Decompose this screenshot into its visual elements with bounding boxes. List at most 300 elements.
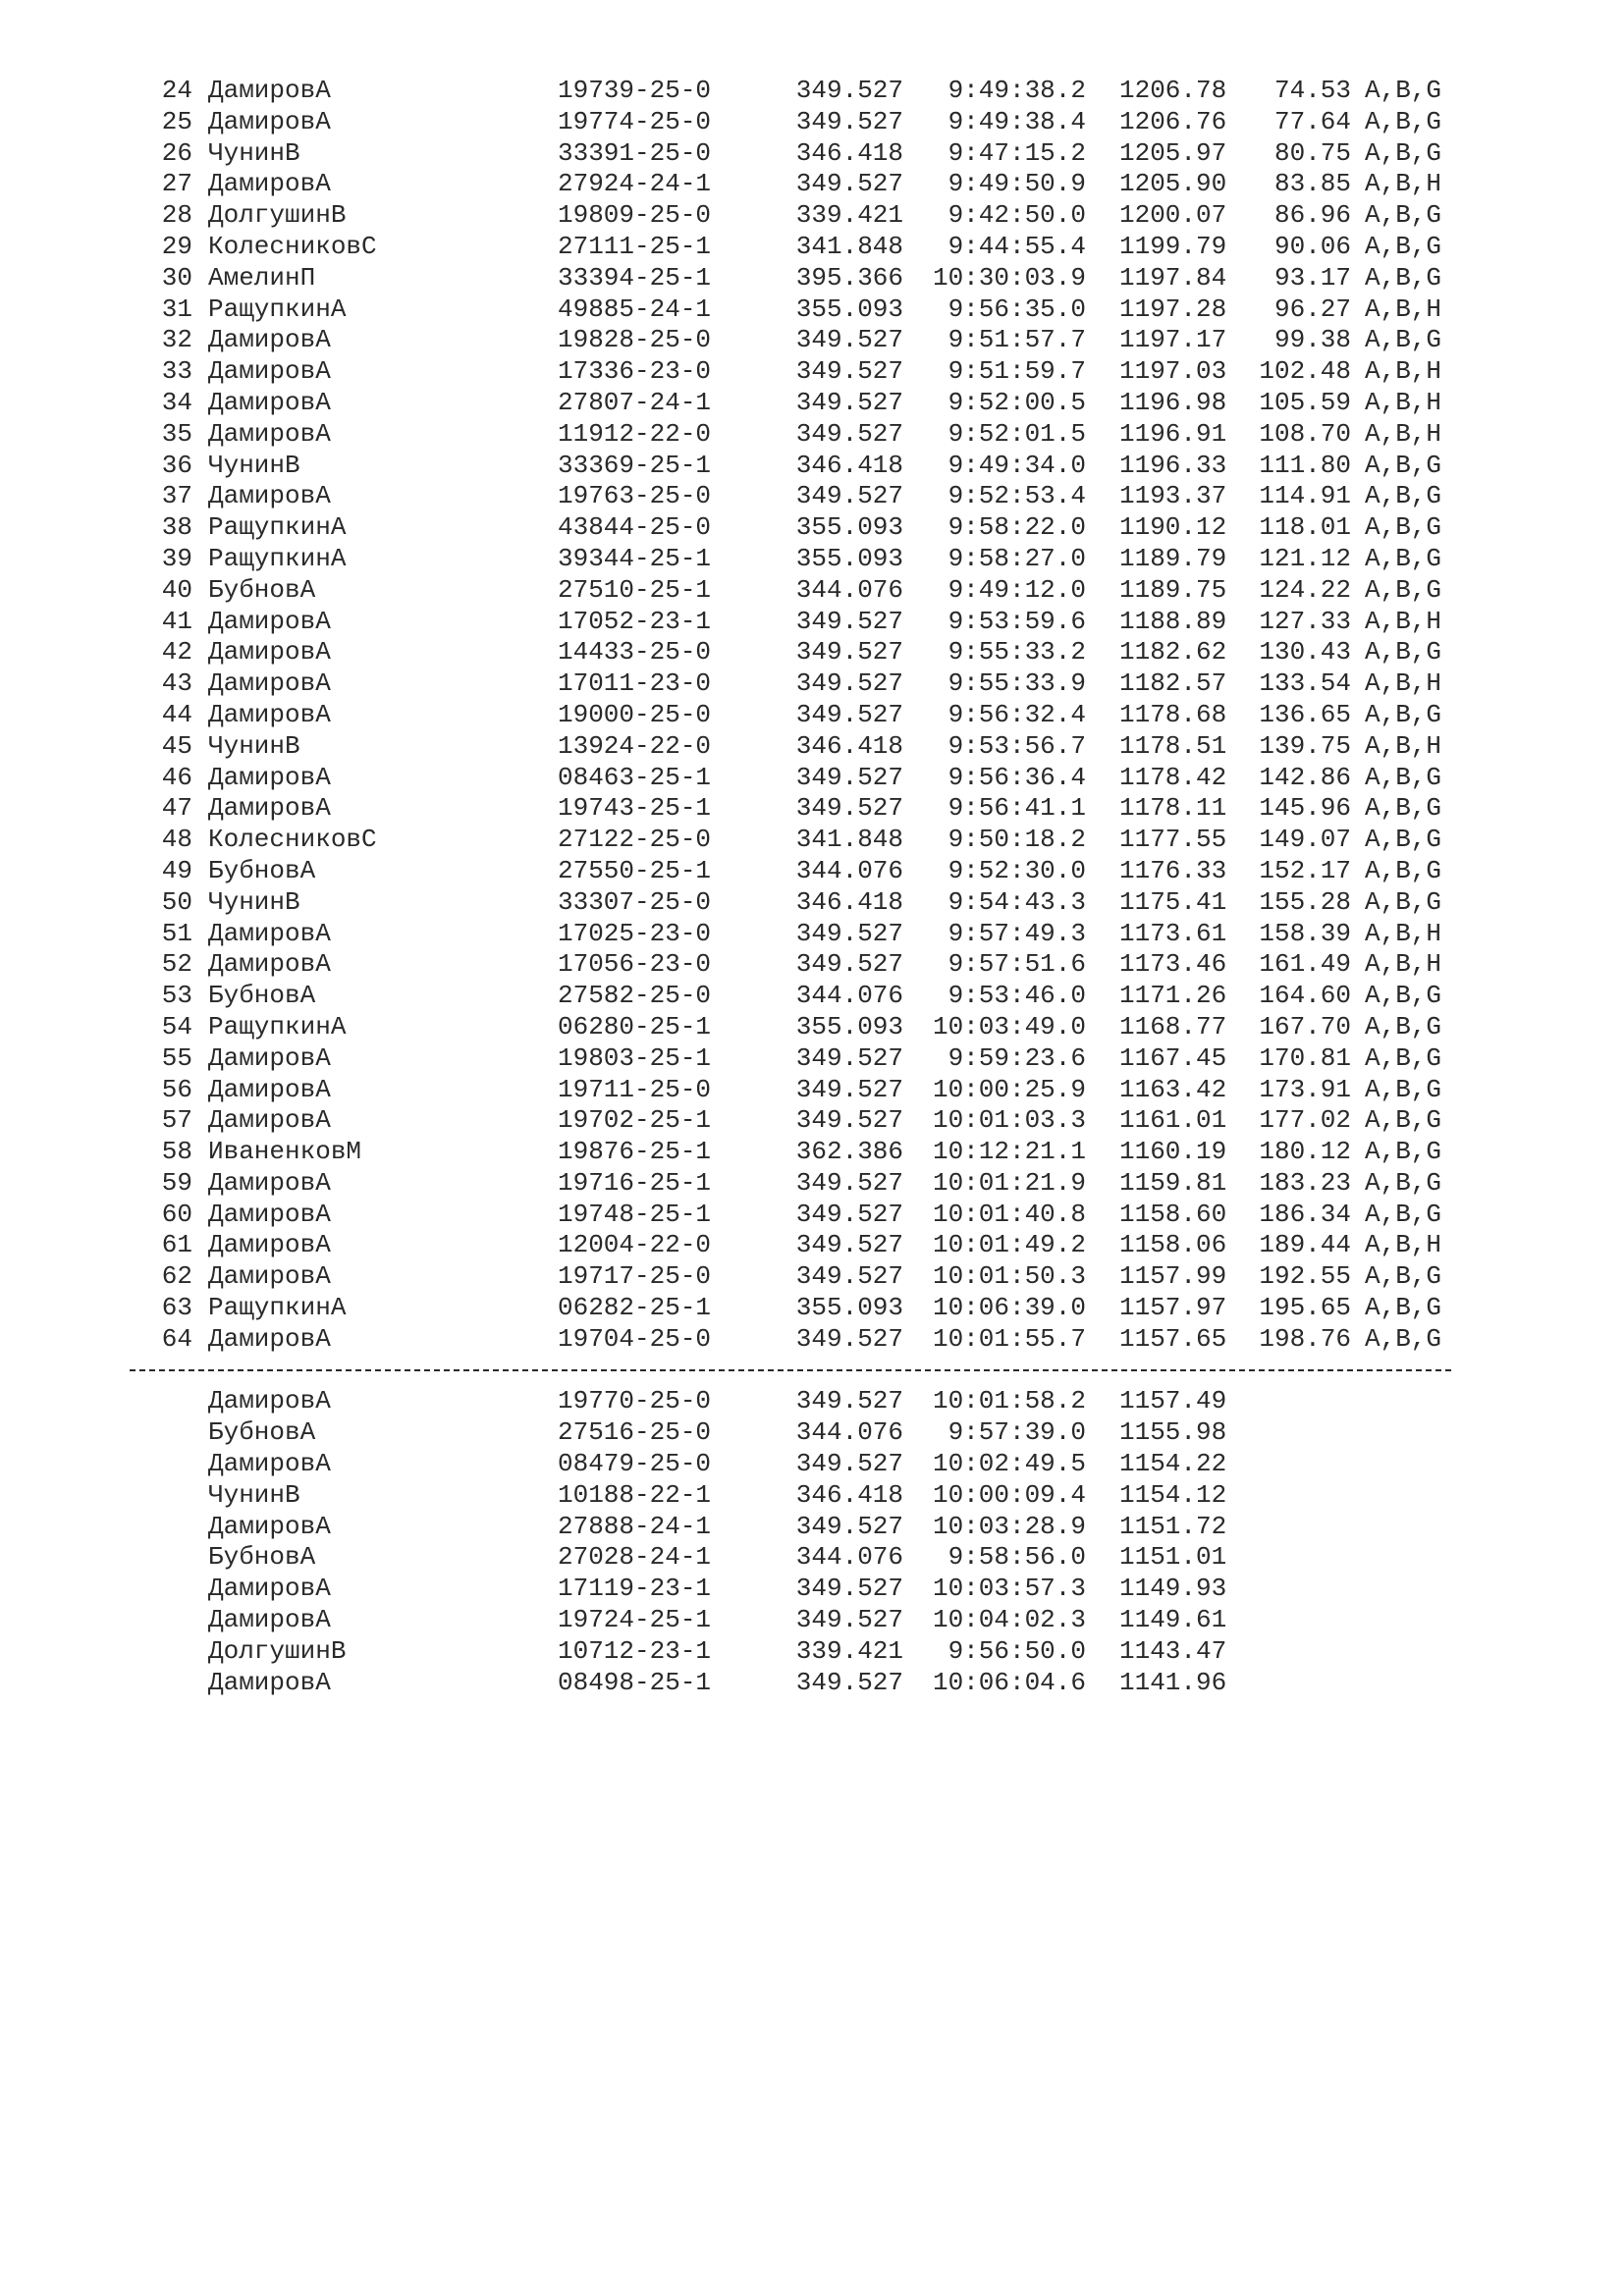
ring-number-cell: 19702-25-1 xyxy=(558,1105,712,1136)
ranked-result-row xyxy=(0,1012,1624,1043)
place-cell: 44 xyxy=(161,699,192,729)
fancier-name-cell: ДамировА xyxy=(208,637,331,667)
place-cell: 27 xyxy=(161,169,192,199)
points-groups-cell: A,B,G xyxy=(1365,1323,1442,1354)
distance-cell: 346.418 xyxy=(795,137,903,168)
ring-number-cell: 27924-24-1 xyxy=(558,169,712,199)
speed-cell: 1154.22 xyxy=(1119,1449,1227,1479)
coefficient-cell: 161.49 xyxy=(1259,949,1351,980)
place-cell: 58 xyxy=(161,1137,192,1167)
place-cell: 49 xyxy=(161,855,192,885)
fancier-name-cell: ДамировА xyxy=(208,1511,331,1541)
points-groups-cell: A,B,G xyxy=(1365,543,1442,573)
coefficient-cell: 167.70 xyxy=(1259,1011,1351,1041)
distance-cell: 344.076 xyxy=(795,981,903,1011)
distance-cell: 344.076 xyxy=(795,1542,903,1573)
dashed-divider-line xyxy=(130,1369,1451,1371)
place-cell: 31 xyxy=(161,294,192,324)
distance-cell: 349.527 xyxy=(795,325,903,355)
fancier-name-cell: ДамировА xyxy=(208,1230,331,1260)
ring-number-cell: 27888-24-1 xyxy=(558,1511,712,1541)
speed-cell: 1196.33 xyxy=(1119,450,1227,480)
place-cell: 54 xyxy=(161,1011,192,1041)
ring-number-cell: 27122-25-0 xyxy=(558,825,712,855)
arrival-time-cell: 9:55:33.2 xyxy=(947,637,1086,667)
arrival-time-cell: 10:01:49.2 xyxy=(932,1230,1086,1260)
distance-cell: 349.527 xyxy=(795,606,903,636)
place-cell: 45 xyxy=(161,730,192,761)
unranked-result-row xyxy=(0,1605,1624,1636)
fancier-name-cell: РащупкинА xyxy=(208,512,347,543)
speed-cell: 1171.26 xyxy=(1119,981,1227,1011)
ring-number-cell: 27516-25-0 xyxy=(558,1417,712,1448)
points-groups-cell: A,B,G xyxy=(1365,76,1442,105)
arrival-time-cell: 9:58:22.0 xyxy=(947,512,1086,543)
speed-cell: 1143.47 xyxy=(1119,1635,1227,1666)
ranked-result-row xyxy=(0,919,1624,950)
ranked-result-row xyxy=(0,1230,1624,1261)
place-cell: 37 xyxy=(161,481,192,511)
ring-number-cell: 27028-24-1 xyxy=(558,1542,712,1573)
unranked-result-row xyxy=(0,1386,1624,1417)
coefficient-cell: 158.39 xyxy=(1259,918,1351,948)
distance-cell: 344.076 xyxy=(795,1417,903,1448)
ranked-result-row xyxy=(0,1137,1624,1168)
ring-number-cell: 19724-25-1 xyxy=(558,1605,712,1635)
arrival-time-cell: 10:00:25.9 xyxy=(932,1074,1086,1104)
fancier-name-cell: ДамировА xyxy=(208,1199,331,1229)
coefficient-cell: 124.22 xyxy=(1259,574,1351,605)
ring-number-cell: 19743-25-1 xyxy=(558,793,712,824)
fancier-name-cell: ДамировА xyxy=(208,918,331,948)
ranked-result-row xyxy=(0,949,1624,981)
ranked-result-row xyxy=(0,1261,1624,1293)
speed-cell: 1197.17 xyxy=(1119,325,1227,355)
ranked-result-row xyxy=(0,825,1624,856)
ranked-result-row xyxy=(0,856,1624,887)
arrival-time-cell: 10:02:49.5 xyxy=(932,1449,1086,1479)
coefficient-cell: 164.60 xyxy=(1259,981,1351,1011)
distance-cell: 349.527 xyxy=(795,169,903,199)
ring-number-cell: 27582-25-0 xyxy=(558,981,712,1011)
arrival-time-cell: 10:06:39.0 xyxy=(932,1293,1086,1323)
ranked-result-row xyxy=(0,668,1624,700)
place-cell: 30 xyxy=(161,262,192,293)
points-groups-cell: A,B,G xyxy=(1365,1137,1442,1167)
place-cell: 24 xyxy=(161,76,192,105)
speed-cell: 1157.65 xyxy=(1119,1323,1227,1354)
ranked-result-row xyxy=(0,1324,1624,1356)
speed-cell: 1197.03 xyxy=(1119,356,1227,387)
distance-cell: 341.848 xyxy=(795,231,903,261)
ranked-result-row xyxy=(0,263,1624,294)
ranked-result-row xyxy=(0,451,1624,482)
speed-cell: 1178.68 xyxy=(1119,699,1227,729)
points-groups-cell: A,B,G xyxy=(1365,106,1442,136)
fancier-name-cell: ЧунинВ xyxy=(208,886,300,917)
arrival-time-cell: 9:49:38.2 xyxy=(947,76,1086,105)
coefficient-cell: 114.91 xyxy=(1259,481,1351,511)
ring-number-cell: 17052-23-1 xyxy=(558,606,712,636)
arrival-time-cell: 9:56:32.4 xyxy=(947,699,1086,729)
coefficient-cell: 152.17 xyxy=(1259,855,1351,885)
speed-cell: 1158.06 xyxy=(1119,1230,1227,1260)
ranked-result-row xyxy=(0,107,1624,138)
coefficient-cell: 180.12 xyxy=(1259,1137,1351,1167)
place-cell: 52 xyxy=(161,949,192,980)
speed-cell: 1157.49 xyxy=(1119,1386,1227,1416)
ring-number-cell: 08498-25-1 xyxy=(558,1667,712,1697)
distance-cell: 349.527 xyxy=(795,1605,903,1635)
ring-number-cell: 06282-25-1 xyxy=(558,1293,712,1323)
points-groups-cell: A,B,H xyxy=(1365,418,1442,449)
points-groups-cell: A,B,G xyxy=(1365,855,1442,885)
arrival-time-cell: 9:44:55.4 xyxy=(947,231,1086,261)
distance-cell: 344.076 xyxy=(795,574,903,605)
place-cell: 33 xyxy=(161,356,192,387)
distance-cell: 349.527 xyxy=(795,106,903,136)
coefficient-cell: 136.65 xyxy=(1259,699,1351,729)
speed-cell: 1176.33 xyxy=(1119,855,1227,885)
arrival-time-cell: 9:52:00.5 xyxy=(947,387,1086,417)
coefficient-cell: 77.64 xyxy=(1273,106,1351,136)
ring-number-cell: 27807-24-1 xyxy=(558,387,712,417)
coefficient-cell: 142.86 xyxy=(1259,762,1351,792)
arrival-time-cell: 9:49:38.4 xyxy=(947,106,1086,136)
distance-cell: 349.527 xyxy=(795,1449,903,1479)
points-groups-cell: A,B,G xyxy=(1365,1293,1442,1323)
ring-number-cell: 19803-25-1 xyxy=(558,1042,712,1073)
distance-cell: 346.418 xyxy=(795,886,903,917)
fancier-name-cell: БубновА xyxy=(208,981,316,1011)
ring-number-cell: 19739-25-0 xyxy=(558,76,712,105)
speed-cell: 1178.11 xyxy=(1119,793,1227,824)
coefficient-cell: 192.55 xyxy=(1259,1261,1351,1292)
fancier-name-cell: ЧунинВ xyxy=(208,450,300,480)
fancier-name-cell: БубновА xyxy=(208,574,316,605)
place-cell: 56 xyxy=(161,1074,192,1104)
ranked-result-row xyxy=(0,637,1624,668)
place-cell: 57 xyxy=(161,1105,192,1136)
coefficient-cell: 186.34 xyxy=(1259,1199,1351,1229)
distance-cell: 339.421 xyxy=(795,1635,903,1666)
fancier-name-cell: РащупкинА xyxy=(208,294,347,324)
ranked-result-row xyxy=(0,793,1624,825)
points-groups-cell: A,B,G xyxy=(1365,574,1442,605)
arrival-time-cell: 9:56:35.0 xyxy=(947,294,1086,324)
points-groups-cell: A,B,G xyxy=(1365,1167,1442,1198)
distance-cell: 362.386 xyxy=(795,1137,903,1167)
points-groups-cell: A,B,G xyxy=(1365,793,1442,824)
fancier-name-cell: ДамировА xyxy=(208,1042,331,1073)
points-groups-cell: A,B,G xyxy=(1365,450,1442,480)
speed-cell: 1157.99 xyxy=(1119,1261,1227,1292)
ring-number-cell: 17025-23-0 xyxy=(558,918,712,948)
arrival-time-cell: 9:56:50.0 xyxy=(947,1635,1086,1666)
speed-cell: 1206.76 xyxy=(1119,106,1227,136)
fancier-name-cell: ИваненковМ xyxy=(208,1137,362,1167)
fancier-name-cell: ДамировА xyxy=(208,418,331,449)
speed-cell: 1151.72 xyxy=(1119,1511,1227,1541)
arrival-time-cell: 10:03:28.9 xyxy=(932,1511,1086,1541)
ring-number-cell: 17336-23-0 xyxy=(558,356,712,387)
results-table xyxy=(0,76,1624,1698)
speed-cell: 1168.77 xyxy=(1119,1011,1227,1041)
distance-cell: 349.527 xyxy=(795,1667,903,1697)
points-groups-cell: A,B,H xyxy=(1365,294,1442,324)
place-cell: 36 xyxy=(161,450,192,480)
points-groups-cell: A,B,H xyxy=(1365,918,1442,948)
coefficient-cell: 74.53 xyxy=(1273,76,1351,105)
arrival-time-cell: 10:01:50.3 xyxy=(932,1261,1086,1292)
arrival-time-cell: 9:56:41.1 xyxy=(947,793,1086,824)
ranked-result-row xyxy=(0,481,1624,512)
fancier-name-cell: ДамировА xyxy=(208,1386,331,1416)
coefficient-cell: 173.91 xyxy=(1259,1074,1351,1104)
coefficient-cell: 93.17 xyxy=(1273,262,1351,293)
fancier-name-cell: ДамировА xyxy=(208,668,331,699)
speed-cell: 1161.01 xyxy=(1119,1105,1227,1136)
fancier-name-cell: ДамировА xyxy=(208,699,331,729)
arrival-time-cell: 10:03:57.3 xyxy=(932,1574,1086,1604)
points-groups-cell: A,B,G xyxy=(1365,262,1442,293)
coefficient-cell: 90.06 xyxy=(1273,231,1351,261)
coefficient-cell: 170.81 xyxy=(1259,1042,1351,1073)
fancier-name-cell: БубновА xyxy=(208,855,316,885)
distance-cell: 355.093 xyxy=(795,1011,903,1041)
unranked-result-row xyxy=(0,1542,1624,1574)
fancier-name-cell: КолесниковС xyxy=(208,231,377,261)
speed-cell: 1206.78 xyxy=(1119,76,1227,105)
arrival-time-cell: 9:49:12.0 xyxy=(947,574,1086,605)
points-groups-cell: A,B,G xyxy=(1365,825,1442,855)
place-cell: 55 xyxy=(161,1042,192,1073)
fancier-name-cell: ДамировА xyxy=(208,1105,331,1136)
points-groups-cell: A,B,G xyxy=(1365,137,1442,168)
place-cell: 41 xyxy=(161,606,192,636)
ring-number-cell: 19717-25-0 xyxy=(558,1261,712,1292)
speed-cell: 1178.51 xyxy=(1119,730,1227,761)
ranked-result-row xyxy=(0,1043,1624,1075)
fancier-name-cell: ДамировА xyxy=(208,1449,331,1479)
arrival-time-cell: 10:01:40.8 xyxy=(932,1199,1086,1229)
ranked-result-row xyxy=(0,232,1624,263)
coefficient-cell: 96.27 xyxy=(1273,294,1351,324)
coefficient-cell: 149.07 xyxy=(1259,825,1351,855)
distance-cell: 349.527 xyxy=(795,1511,903,1541)
ring-number-cell: 33307-25-0 xyxy=(558,886,712,917)
fancier-name-cell: РащупкинА xyxy=(208,1293,347,1323)
ranked-result-row xyxy=(0,700,1624,731)
ranked-result-row xyxy=(0,763,1624,794)
points-groups-cell: A,B,G xyxy=(1365,481,1442,511)
ring-number-cell: 17119-23-1 xyxy=(558,1574,712,1604)
speed-cell: 1189.75 xyxy=(1119,574,1227,605)
ring-number-cell: 19704-25-0 xyxy=(558,1323,712,1354)
arrival-time-cell: 9:55:33.9 xyxy=(947,668,1086,699)
fancier-name-cell: ДамировА xyxy=(208,106,331,136)
fancier-name-cell: ДамировА xyxy=(208,356,331,387)
distance-cell: 349.527 xyxy=(795,762,903,792)
distance-cell: 344.076 xyxy=(795,855,903,885)
arrival-time-cell: 9:57:39.0 xyxy=(947,1417,1086,1448)
place-cell: 48 xyxy=(161,825,192,855)
speed-cell: 1154.12 xyxy=(1119,1479,1227,1510)
fancier-name-cell: ЧунинВ xyxy=(208,137,300,168)
speed-cell: 1155.98 xyxy=(1119,1417,1227,1448)
fancier-name-cell: ДамировА xyxy=(208,325,331,355)
place-cell: 25 xyxy=(161,106,192,136)
unranked-result-row xyxy=(0,1668,1624,1699)
ranked-result-row xyxy=(0,607,1624,638)
fancier-name-cell: ДамировА xyxy=(208,606,331,636)
ranked-result-row xyxy=(0,981,1624,1012)
arrival-time-cell: 9:49:50.9 xyxy=(947,169,1086,199)
fancier-name-cell: ДамировА xyxy=(208,169,331,199)
ranked-result-row xyxy=(0,1168,1624,1200)
points-groups-cell: A,B,G xyxy=(1365,762,1442,792)
fancier-name-cell: БубновА xyxy=(208,1542,316,1573)
distance-cell: 349.527 xyxy=(795,918,903,948)
distance-cell: 349.527 xyxy=(795,1574,903,1604)
points-groups-cell: A,B,H xyxy=(1365,1230,1442,1260)
ranked-result-row xyxy=(0,388,1624,419)
ring-number-cell: 19828-25-0 xyxy=(558,325,712,355)
place-cell: 29 xyxy=(161,231,192,261)
fancier-name-cell: РащупкинА xyxy=(208,1011,347,1041)
place-cell: 42 xyxy=(161,637,192,667)
distance-cell: 349.527 xyxy=(795,1386,903,1416)
ring-number-cell: 19000-25-0 xyxy=(558,699,712,729)
unranked-result-row xyxy=(0,1417,1624,1449)
place-cell: 63 xyxy=(161,1293,192,1323)
distance-cell: 349.527 xyxy=(795,949,903,980)
points-groups-cell: A,B,G xyxy=(1365,637,1442,667)
fancier-name-cell: ДамировА xyxy=(208,481,331,511)
ring-number-cell: 10188-22-1 xyxy=(558,1479,712,1510)
place-cell: 53 xyxy=(161,981,192,1011)
arrival-time-cell: 9:54:43.3 xyxy=(947,886,1086,917)
fancier-name-cell: ЧунинВ xyxy=(208,730,300,761)
speed-cell: 1197.84 xyxy=(1119,262,1227,293)
ring-number-cell: 33369-25-1 xyxy=(558,450,712,480)
points-groups-cell: A,B,G xyxy=(1365,325,1442,355)
ranked-result-row xyxy=(0,1105,1624,1137)
speed-cell: 1182.62 xyxy=(1119,637,1227,667)
points-groups-cell: A,B,G xyxy=(1365,886,1442,917)
speed-cell: 1157.97 xyxy=(1119,1293,1227,1323)
ring-number-cell: 14433-25-0 xyxy=(558,637,712,667)
speed-cell: 1188.89 xyxy=(1119,606,1227,636)
speed-cell: 1178.42 xyxy=(1119,762,1227,792)
ring-number-cell: 19770-25-0 xyxy=(558,1386,712,1416)
coefficient-cell: 105.59 xyxy=(1259,387,1351,417)
ring-number-cell: 19774-25-0 xyxy=(558,106,712,136)
ring-number-cell: 27510-25-1 xyxy=(558,574,712,605)
coefficient-cell: 83.85 xyxy=(1273,169,1351,199)
distance-cell: 349.527 xyxy=(795,699,903,729)
ring-number-cell: 13924-22-0 xyxy=(558,730,712,761)
place-cell: 34 xyxy=(161,387,192,417)
ring-number-cell: 33394-25-1 xyxy=(558,262,712,293)
distance-cell: 349.527 xyxy=(795,481,903,511)
place-cell: 50 xyxy=(161,886,192,917)
points-groups-cell: A,B,H xyxy=(1365,356,1442,387)
coefficient-cell: 177.02 xyxy=(1259,1105,1351,1136)
speed-cell: 1197.28 xyxy=(1119,294,1227,324)
place-cell: 32 xyxy=(161,325,192,355)
fancier-name-cell: КолесниковС xyxy=(208,825,377,855)
speed-cell: 1158.60 xyxy=(1119,1199,1227,1229)
ring-number-cell: 19809-25-0 xyxy=(558,200,712,231)
coefficient-cell: 130.43 xyxy=(1259,637,1351,667)
speed-cell: 1189.79 xyxy=(1119,543,1227,573)
distance-cell: 349.527 xyxy=(795,1167,903,1198)
fancier-name-cell: ДамировА xyxy=(208,1261,331,1292)
speed-cell: 1175.41 xyxy=(1119,886,1227,917)
coefficient-cell: 198.76 xyxy=(1259,1323,1351,1354)
arrival-time-cell: 9:52:53.4 xyxy=(947,481,1086,511)
fancier-name-cell: АмелинП xyxy=(208,262,316,293)
points-groups-cell: A,B,H xyxy=(1365,169,1442,199)
distance-cell: 355.093 xyxy=(795,512,903,543)
fancier-name-cell: ДолгушинВ xyxy=(208,200,347,231)
ranked-result-row xyxy=(0,731,1624,763)
fancier-name-cell: ДамировА xyxy=(208,1667,331,1697)
points-groups-cell: A,B,G xyxy=(1365,512,1442,543)
coefficient-cell: 80.75 xyxy=(1273,137,1351,168)
points-groups-cell: A,B,H xyxy=(1365,387,1442,417)
arrival-time-cell: 10:00:09.4 xyxy=(932,1479,1086,1510)
coefficient-cell: 155.28 xyxy=(1259,886,1351,917)
ranked-result-row xyxy=(0,1293,1624,1324)
speed-cell: 1173.61 xyxy=(1119,918,1227,948)
distance-cell: 346.418 xyxy=(795,1479,903,1510)
distance-cell: 349.527 xyxy=(795,76,903,105)
unranked-result-row xyxy=(0,1480,1624,1512)
coefficient-cell: 86.96 xyxy=(1273,200,1351,231)
ring-number-cell: 17056-23-0 xyxy=(558,949,712,980)
arrival-time-cell: 9:47:15.2 xyxy=(947,137,1086,168)
speed-cell: 1205.97 xyxy=(1119,137,1227,168)
place-cell: 47 xyxy=(161,793,192,824)
ranked-result-row xyxy=(0,887,1624,919)
ranked-result-row xyxy=(0,544,1624,575)
arrival-time-cell: 9:56:36.4 xyxy=(947,762,1086,792)
ring-number-cell: 10712-23-1 xyxy=(558,1635,712,1666)
arrival-time-cell: 9:52:30.0 xyxy=(947,855,1086,885)
arrival-time-cell: 9:51:57.7 xyxy=(947,325,1086,355)
fancier-name-cell: ДамировА xyxy=(208,1323,331,1354)
ranked-result-row xyxy=(0,169,1624,200)
distance-cell: 395.366 xyxy=(795,262,903,293)
arrival-time-cell: 9:49:34.0 xyxy=(947,450,1086,480)
points-groups-cell: A,B,G xyxy=(1365,200,1442,231)
points-groups-cell: A,B,G xyxy=(1365,699,1442,729)
arrival-time-cell: 9:53:46.0 xyxy=(947,981,1086,1011)
points-groups-cell: A,B,G xyxy=(1365,1011,1442,1041)
distance-cell: 346.418 xyxy=(795,450,903,480)
points-groups-cell: A,B,H xyxy=(1365,949,1442,980)
coefficient-cell: 121.12 xyxy=(1259,543,1351,573)
points-groups-cell: A,B,G xyxy=(1365,1105,1442,1136)
speed-cell: 1193.37 xyxy=(1119,481,1227,511)
place-cell: 38 xyxy=(161,512,192,543)
place-cell: 59 xyxy=(161,1167,192,1198)
ranked-result-row xyxy=(0,356,1624,388)
points-groups-cell: A,B,H xyxy=(1365,606,1442,636)
speed-cell: 1159.81 xyxy=(1119,1167,1227,1198)
